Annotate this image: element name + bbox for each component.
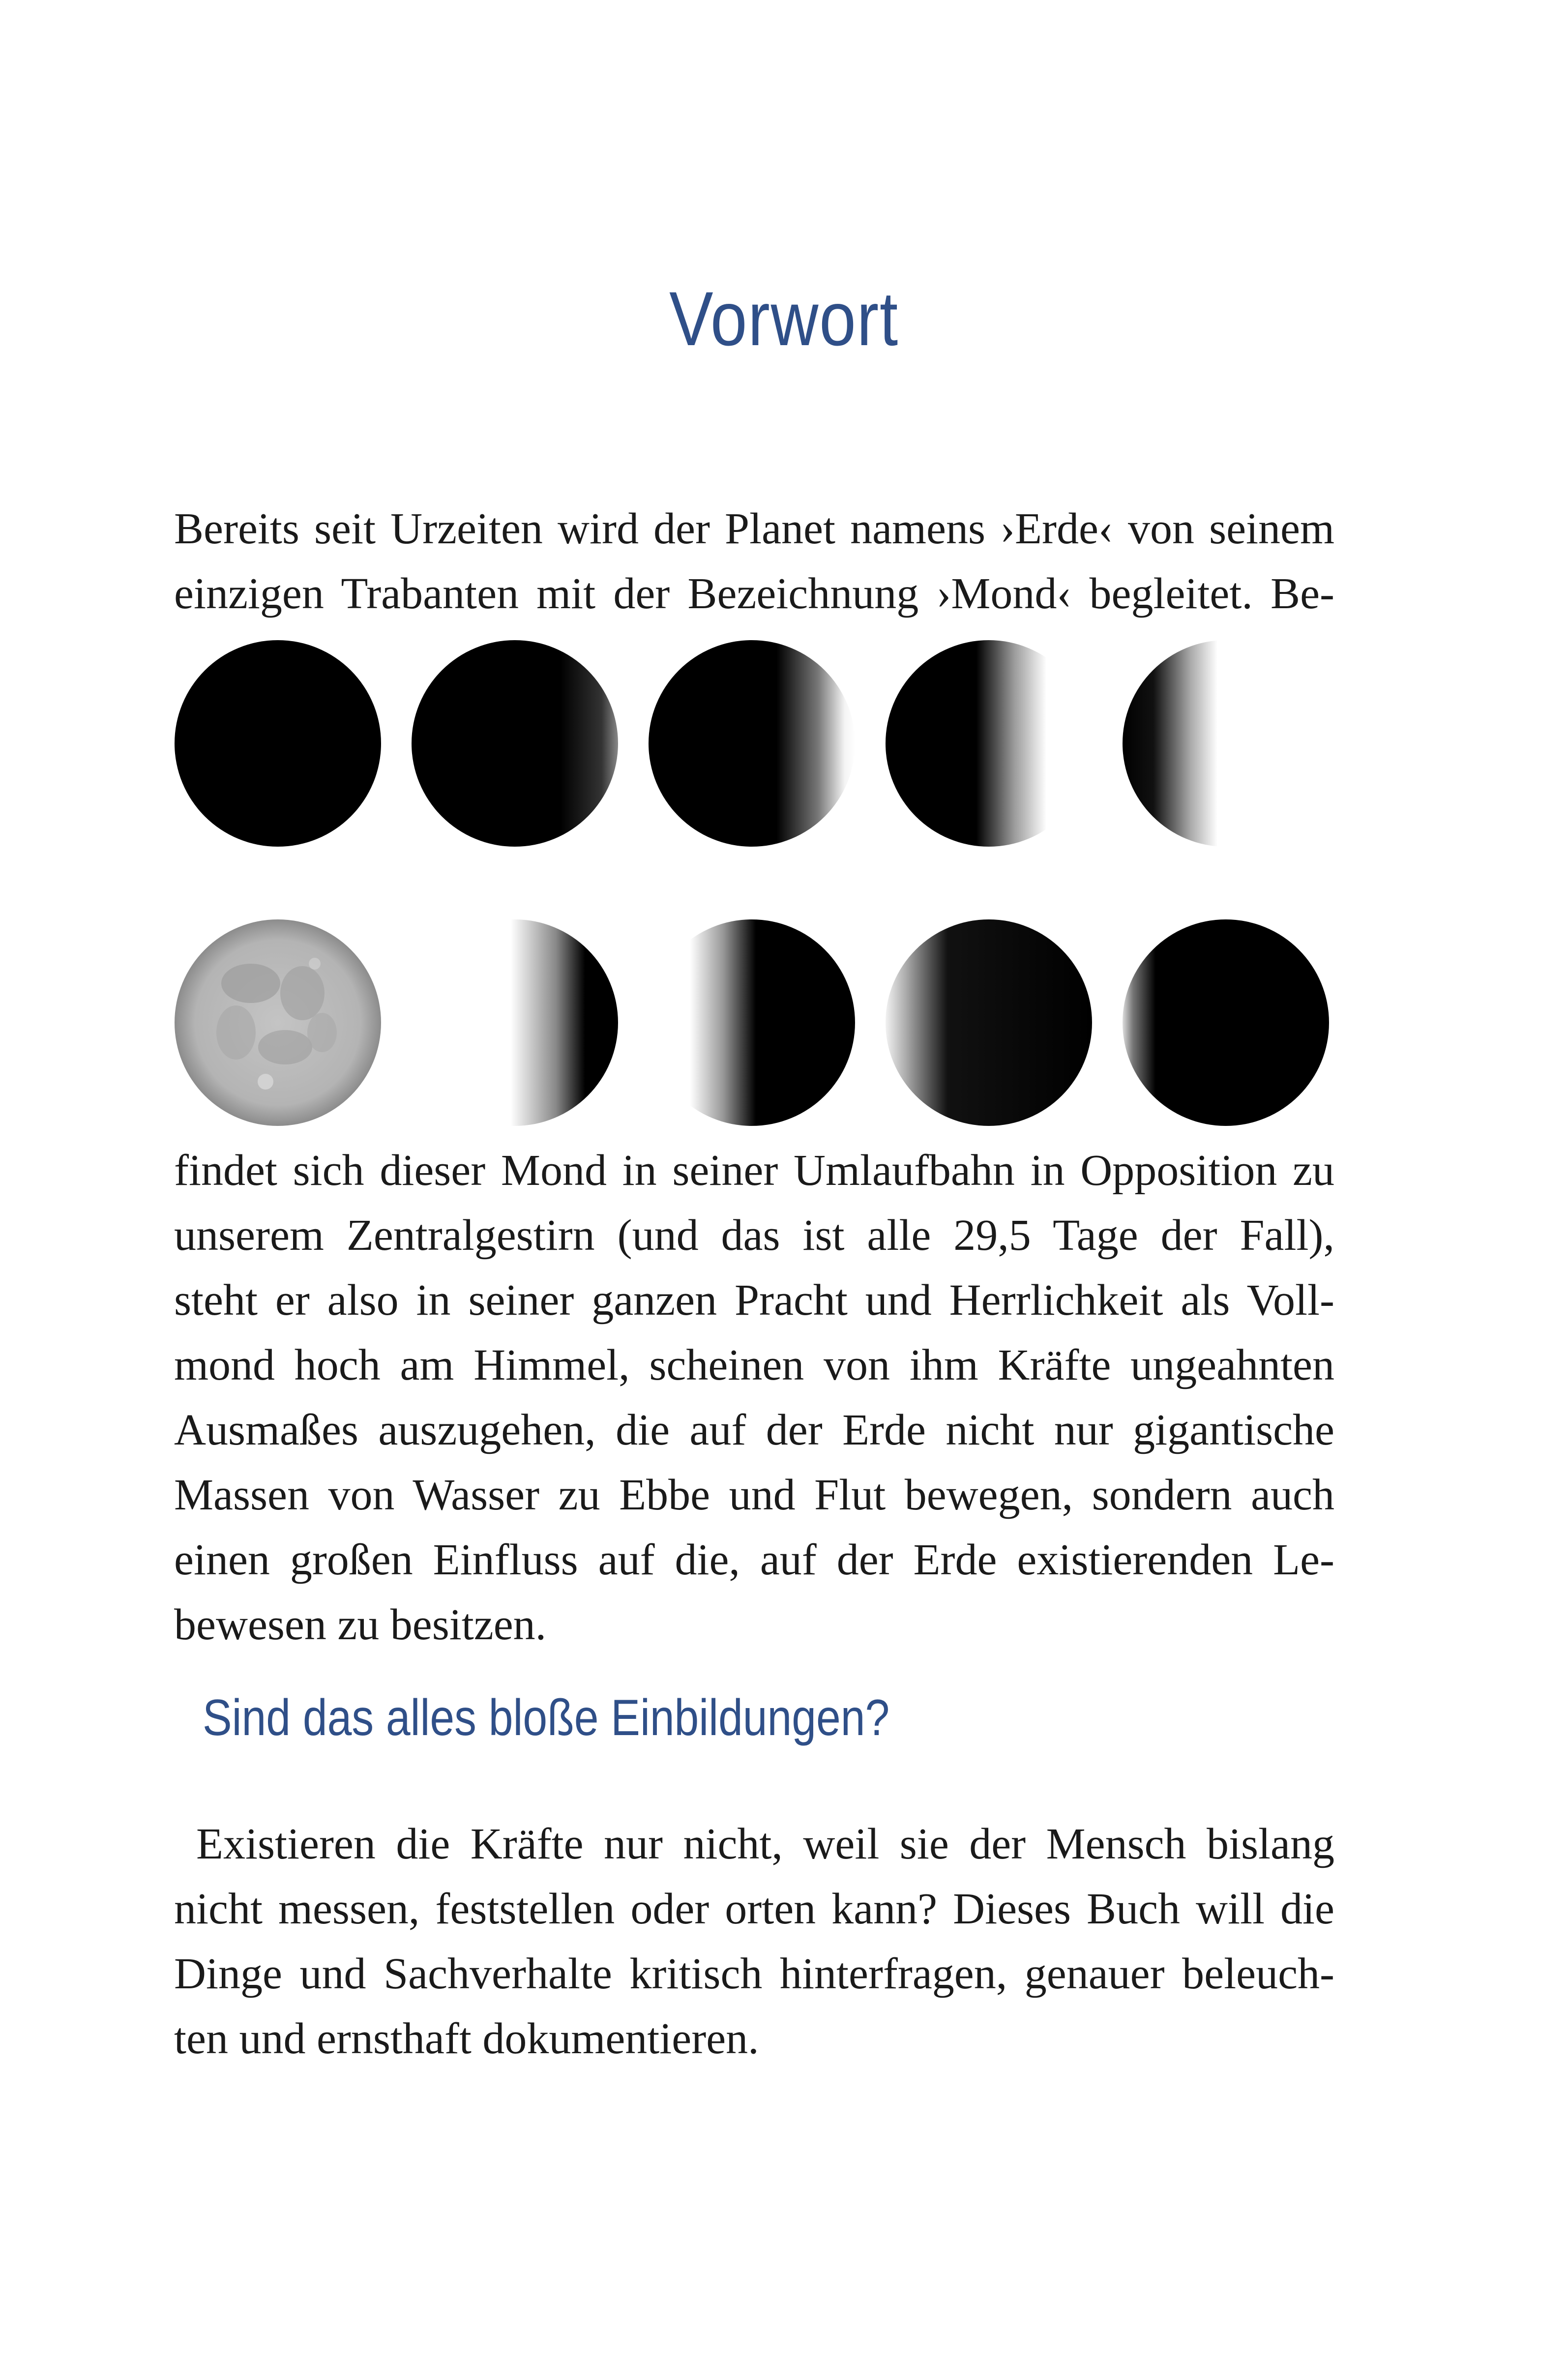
intro-paragraph: [174, 497, 1334, 626]
text-line: mond hoch am Himmel, scheinen von ihm Kräfte ungeahnten: [174, 1341, 1334, 1389]
moon-phase-waning-crescent-thin-icon: [1123, 919, 1329, 1126]
moon-phase-waning-crescent-icon: [886, 919, 1092, 1126]
text-line: unserem Zentralgestirn (und das ist alle 29,5 Tage der Fall),: [174, 1211, 1334, 1260]
text-line: einzigen Trabanten mit der Bezeichnung ›Mond‹ begleitet. Be-: [174, 569, 1334, 618]
moon-row-1: [175, 640, 1329, 847]
text-line: findet sich dieser Mond in seiner Umlaufbahn in Opposition zu: [174, 1146, 1334, 1195]
text-line: bewesen zu besitzen.: [174, 1600, 547, 1649]
moon-phase-new-moon-icon: [175, 640, 381, 847]
moon-phase-first-quarter-icon: [886, 640, 1092, 847]
text-line: Dinge und Sachverhalte kritisch hinterfragen, genauer beleuch-: [174, 1949, 1334, 1998]
moon-phase-waxing-crescent-icon: [649, 640, 855, 847]
moon-phase-full-moon-icon: [175, 919, 381, 1126]
moon-row-2: [175, 919, 1329, 1126]
text-line: Massen von Wasser zu Ebbe und Flut bewegen, sondern auch: [174, 1471, 1334, 1519]
text-line: nicht messen, feststellen oder orten kann? Dieses Buch will die: [174, 1885, 1334, 1933]
moon-phase-waxing-gibbous-icon: [1123, 640, 1329, 847]
section-heading: Sind das alles bloße Einbildungen?: [203, 1689, 890, 1746]
page-title: Vorwort: [669, 276, 899, 362]
text-line: ten und ernsthaft dokumentieren.: [174, 2014, 759, 2063]
closing-paragraph: [174, 1812, 1334, 2071]
text-line: Existieren die Kräfte nur nicht, weil sie der Mensch bislang: [174, 1820, 1334, 1868]
moon-phase-last-quarter-icon: [649, 919, 855, 1126]
moon-phase-waxing-crescent-thin-icon: [412, 640, 618, 847]
text-line: steht er also in seiner ganzen Pracht und Herrlichkeit als Voll-: [174, 1276, 1334, 1325]
text-line: einen großen Einfluss auf die, auf der Erde existierenden Le-: [174, 1535, 1334, 1584]
text-line: Ausmaßes auszugehen, die auf der Erde nicht nur gigantische: [174, 1406, 1334, 1454]
moon-phases-illustration: [167, 639, 1347, 1141]
text-line: Bereits seit Urzeiten wird der Planet namens ›Erde‹ von seinem: [174, 504, 1334, 553]
moon-phase-waning-gibbous-icon: [412, 919, 618, 1126]
body-paragraph: [174, 1138, 1334, 1657]
